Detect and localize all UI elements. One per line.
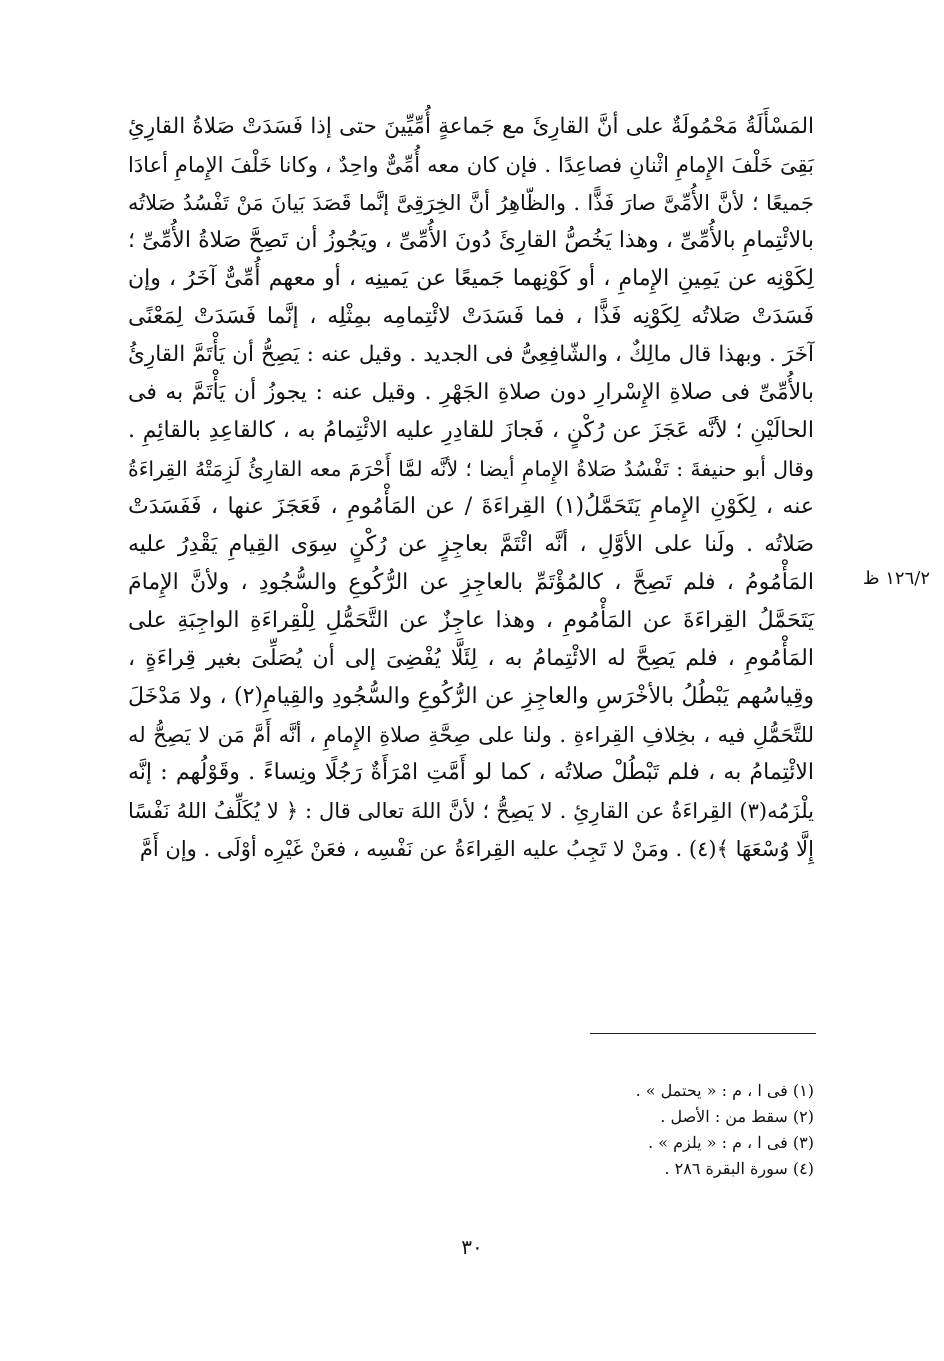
- text-line: صَلاتُه . ولَنا على الأوَّلِ ، أنَّه ائْتَمَّ بعاجِزٍ عن رُكْنٍ سِوَى القِيامِ يَقْدِرُ عليه: [128, 532, 814, 557]
- footnotes: [480, 1078, 814, 1182]
- text-line: الائْتِمامُ به ، فلم تَبْطُلْ صلاتُه ، كما لو أَمَّتِ امْرَأَةٌ رَجُلًا ونِساءً . وقَوْلُهم : إنَّه: [128, 760, 814, 785]
- text-line: إِلَّا وُسْعَهَا ﴾(٤) . ومَنْ لا تَجِبُ عليه القِراءَةُ عن نَفْسِه ، فعَنْ غَيْرِه أوْلَى . وإن أَمَّ: [139, 837, 814, 861]
- text-line: بالأُمِّىِّ فى صلاةِ الإِسْرارِ دون صلاةِ الجَهْرِ . وقيل عنه : يجوزُ أن يَأْتَمَّ به فى: [128, 380, 814, 405]
- page-number: ٣٠: [461, 1235, 483, 1259]
- text-line: للتَّحَمُّلِ فيه ، بخِلافِ القِراءةِ . ولنا على صِحَّةِ صلاةِ الإِمامِ ، أنَّه أَمَّ مَن لا يَصِحُّ له: [128, 723, 814, 747]
- text-line: المَأْمُومِ ، فلم يَصِحَّ له الائْتِمامُ به ، لِئَلَّا يُفْضِىَ إلى أن يُصَلِّىَ بغير قِراءَةٍ ،: [128, 646, 814, 671]
- text-line: وقِياسُهم يَبْطُلُ بالأخْرَسِ والعاجِزِ عن الرُّكُوعِ والسُّجُودِ والقِيامِ(٢) ، ولا مَدْخَلَ: [128, 684, 814, 709]
- text-line: يلْزَمُه(٣) القِراءَةُ عن القارِئِ . لا يَصِحُّ ؛ لأنَّ اللهَ تعالى قال : ﴿ لا يُكَلِّفُ اللهُ نَفْسًا: [128, 799, 814, 823]
- footnote: (٣) فى ا ، م : « يلزم » .: [648, 1133, 814, 1152]
- footnote: (١) فى ا ، م : « يحتمل » .: [635, 1081, 814, 1100]
- text-line: المَسْأَلَةُ مَحْمُولَةٌ على أنَّ القارِئَ مع جَماعةٍ أُمِّيِّينَ حتى إذا فَسَدَتْ صَلاةُ القارِئِ: [128, 114, 814, 139]
- margin-folio-note: ١٢٦/٢ ظ: [862, 568, 930, 589]
- text-line: عنه ، لِكَوْنِ الإِمامِ يَتَحَمَّلُ(١) القِراءَةَ / عن المَأْمُومِ ، فَعَجَزَ عنها ، فَفَسَدَتْ: [128, 494, 814, 519]
- footnote-divider: [590, 1033, 816, 1034]
- text-line: المَأْمُومُ ، فلم تَصِحَّ ، كالمُؤْتَمِّ بالعاجِزِ عن الرُّكُوعِ والسُّجُودِ ، ولأنَّ الإِمامَ: [128, 570, 814, 595]
- text-line: يَتَحَمَّلُ القِراءَةَ عن المَأْمُومِ ، وهذا عاجِزٌ عن التَّحَمُّلِ لِلْقِراءَةِ الواجِبَةِ على: [128, 608, 814, 633]
- footnote: (٢) سقط من : الأصل .: [660, 1107, 814, 1126]
- text-line: فَسَدَتْ صَلاتُه لِكَوْنِه فَذًّا ، فما فَسَدَتْ لائْتِمامِه بمِثْلِه ، إنَّما فَسَدَتْ لِمَعْنًى: [128, 304, 814, 329]
- footnote: (٤) سورة البقرة ٢٨٦ .: [664, 1159, 814, 1178]
- text-line: الحالَيْنِ ؛ لأنَّه عَجَزَ عن رُكْنٍ ، فَجازَ للقادِرِ عليه الائْتِمامُ به ، كالقاعِدِ بالقائِمِ .: [128, 418, 814, 443]
- text-line: جَميعًا ؛ لأنَّ الأُمِّىَّ صارَ فَذًّا . والظّاهِرُ أنَّ الخِرَقِىَّ إنَّما قَصَدَ بَيانَ مَنْ تَفْسُدُ صَلاتُه: [128, 191, 814, 215]
- text-line: آخَرَ . وبهذا قال مالِكٌ ، والشّافِعِىُّ فى الجديد . وقيل عنه : يَصِحُّ أن يَأْتَمَّ القارِئُ: [128, 342, 814, 367]
- text-line: لِكَوْنِه عن يَمِينِ الإِمامِ ، أو كَوْنِهما جَميعًا عن يَمينِه ، أو معهم أُمِّىٌّ آخَرُ ، وإن: [128, 266, 814, 291]
- main-text: [128, 108, 814, 868]
- text-line: بالائْتِمامِ بالأُمِّىِّ ، وهذا يَخُصُّ القارِئَ دُونَ الأُمِّىِّ ، ويَجُوزُ أن تَصِحَّ صَلاةُ الأُمِّىِّ ؛: [128, 228, 814, 253]
- text-line: بَقِىَ خَلْفَ الإِمامِ اثْنانِ فصاعِدًا . فإن كان معه أُمِّىٌّ واحِدٌ ، وكانا خَلْفَ الإِمامِ أعادَا: [128, 153, 814, 177]
- text-line: وقال أبو حنيفةَ : تَفْسُدُ صَلاةُ الإِمامِ أيضا ؛ لأنَّه لمَّا أَحْرَمَ معه القارِئُ لَزِمَتْهُ القِراءَةُ: [128, 457, 814, 481]
